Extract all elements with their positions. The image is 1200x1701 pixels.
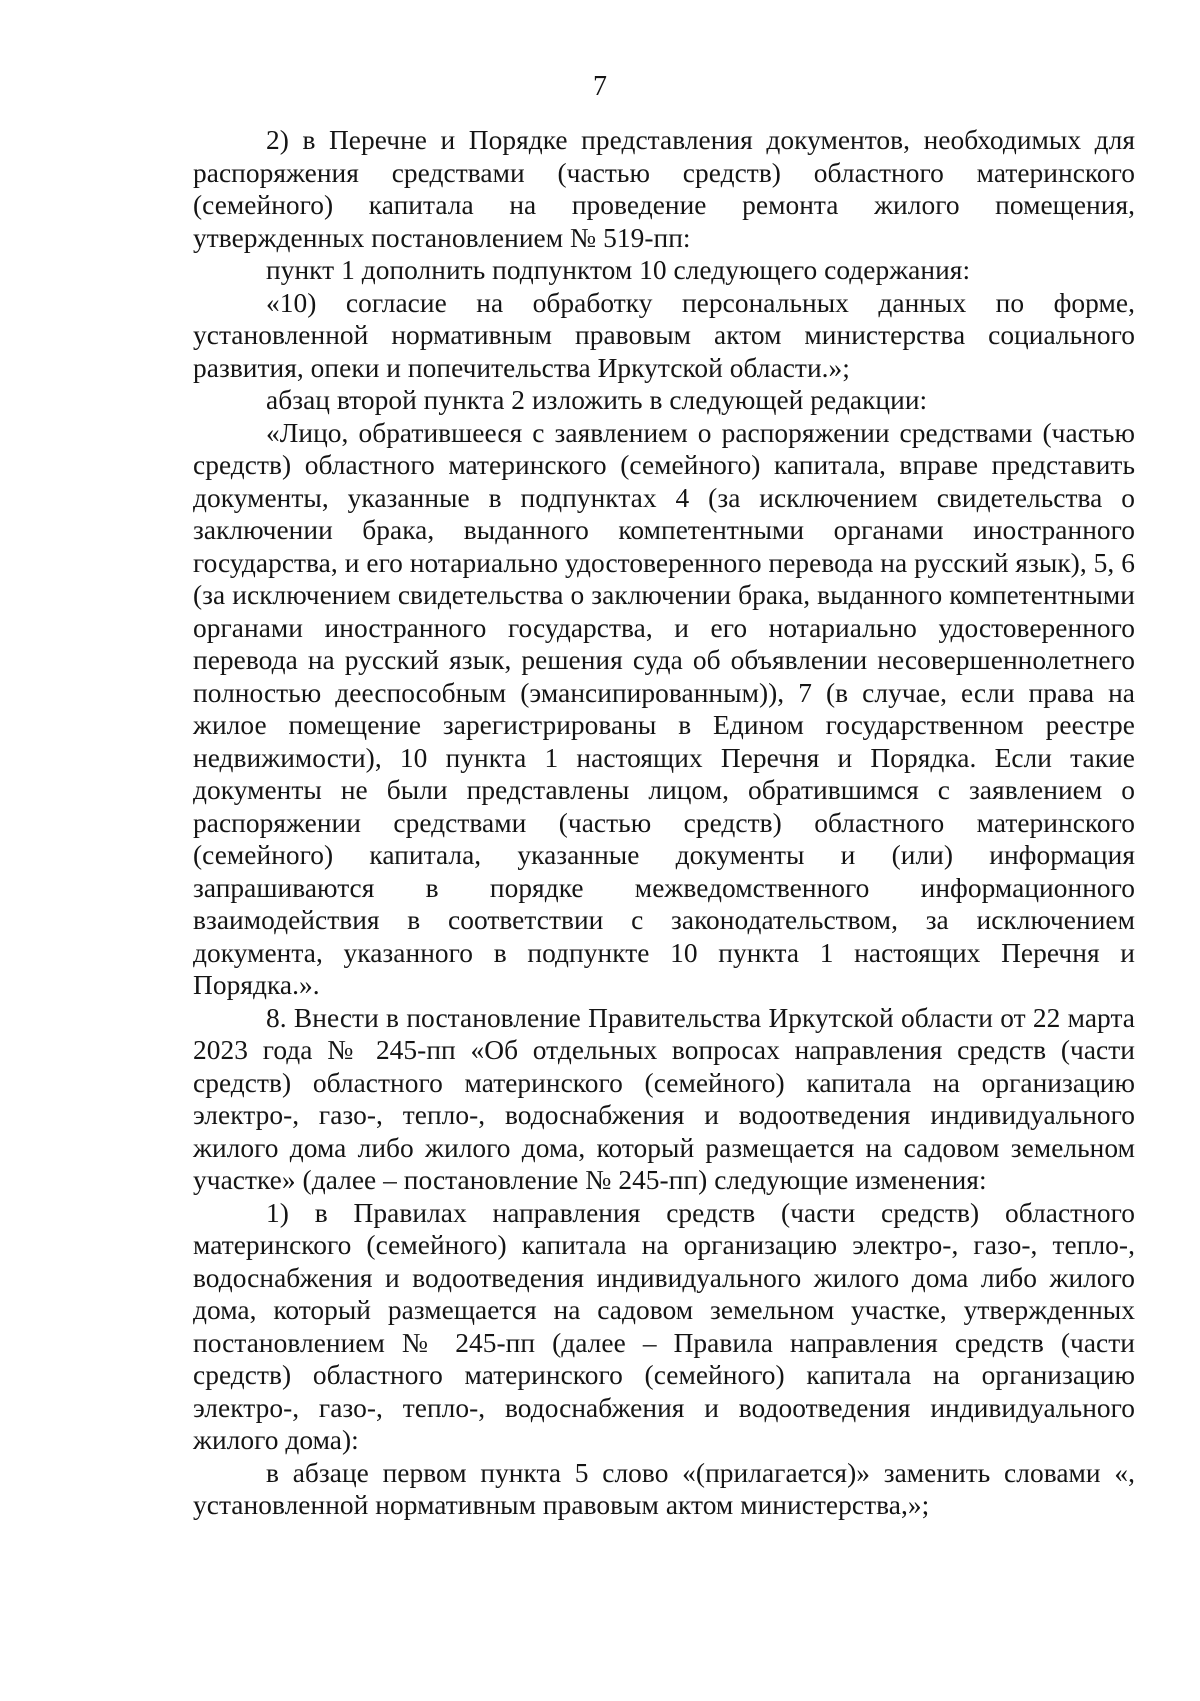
document-body [193,124,1135,1522]
paragraph-section-8: 8. Внести в постановление Правительства Иркутской области от 22 марта 2023 года № 245-пп «Об отдельных вопросах направления средств (части средств) областного материнского (семейного) капитала на организацию электро-, газо-, тепло-, водоснабжения и водоотведения индивидуального жилого дома либо жилого дома, который размещается на садовом земельном участке» (далее – постановление № 245-пп) следующие изменения: [193,1002,1135,1195]
paragraph-subpoint-10: «10) согласие на обработку персональных данных по форме, установленной нормативным правовым актом министерства социального развития, опеки и попечительства Иркутской области.»; [193,287,1135,383]
paragraph-point-1-addition: пункт 1 дополнить подпунктом 10 следующего содержания: [266,255,971,285]
paragraph-point-5-replacement: в абзаце первом пункта 5 слово «(прилагается)» заменить словами «, установленной нормативным правовым актом министерства,»; [193,1457,1135,1520]
page-number: 7 [593,71,607,102]
paragraph-rules-amendment-1: 1) в Правилах направления средств (части средств) областного материнского (семейного) капитала на организацию электро-, газо-, тепло-, водоснабжения и водоотведения индивидуального жилого дома либо жилого дома, который размещается на садовом земельном участке, утвержденных постановлением № 245-пп (далее – Правила направления средств (части средств) областного материнского (семейного) капитала на организацию электро-, газо-, тепло-, водоснабжения и водоотведения индивидуального жилого дома): [193,1197,1135,1455]
paragraph-revised-text: «Лицо, обратившееся с заявлением о распоряжении средствами (частью средств) областного материнского (семейного) капитала, вправе представить документы, указанные в подпунктах 4 (за исключением свидетельства о заключении брака, выданного компетентными органами иностранного государства, и его нотариально удостоверенного перевода на русский язык), 5, 6 (за исключением свидетельства о заключении брака, выданного компетентными органами иностранного государства, и его нотариально удостоверенного перевода на русский язык, решения суда об объявлении несовершеннолетнего полностью дееспособным (эмансипированным)), 7 (в случае, если права на жилое помещение зарегистрированы в Едином государственном реестре недвижимости), 10 пункта 1 настоящих Перечня и Порядка. Если такие документы не были представлены лицом, обратившимся с заявлением о распоряжении средствами (частью средств) областного материнского (семейного) капитала, указанные документы и (или) информация запрашиваются в порядке межведомственного информационного взаимодействия в соответствии с законодательством, за исключением документа, указанного в подпункте 10 пункта 1 настоящих Перечня и Порядка.». [193,417,1135,1000]
paragraph-point-2-revision: абзац второй пункта 2 изложить в следующей редакции: [266,385,928,415]
paragraph-amendment-2: 2) в Перечне и Порядке представления документов, необходимых для распоряжения средствами (частью средств) областного материнского (семейного) капитала на проведение ремонта жилого помещения, утвержденных постановлением № 519-пп: [193,125,1135,253]
